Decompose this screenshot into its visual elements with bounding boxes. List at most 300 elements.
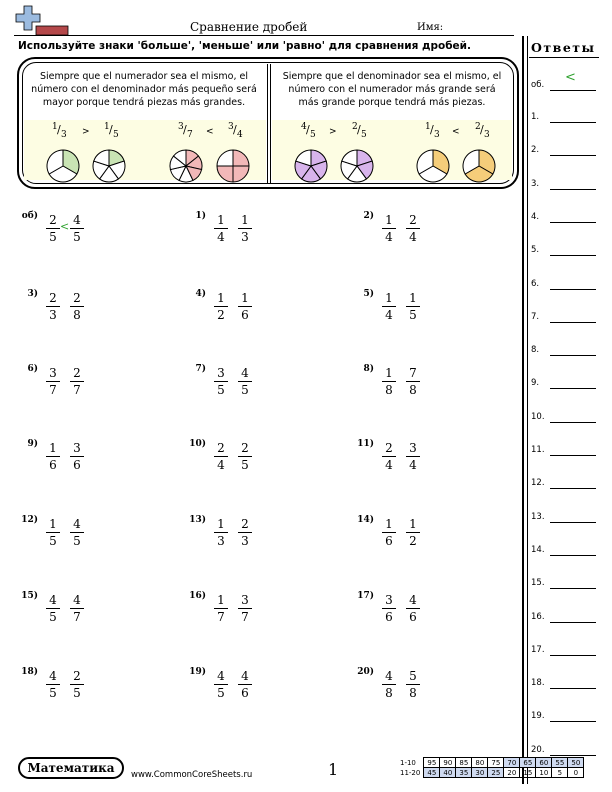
denominator: 7 [241,610,249,624]
numerator: 4 [73,593,81,607]
problem-label: об) [21,211,38,221]
answer-line[interactable] [550,322,596,323]
denominator: 5 [49,610,57,624]
numerator: 1 [409,517,417,531]
denominator: 6 [385,534,393,548]
score-cell: 0 [568,768,584,778]
denominator: 2 [409,534,417,548]
fraction-slash: / [109,123,113,136]
instructions: Используйте знаки 'больше', 'меньше' или 'равно' для сравнения дробей. [18,40,472,52]
numerator: 1 [385,291,393,305]
fraction-bar [238,306,252,307]
answer-label: 16. [531,611,545,622]
problem-fraction [405,441,421,472]
answer-line[interactable] [550,222,596,223]
fraction-slash: / [357,123,361,136]
problem-label: 14) [357,515,374,525]
denominator: 6 [49,458,57,472]
answer-label: 15. [531,578,545,589]
denominator: 6 [73,458,81,472]
problem-fraction [213,441,229,472]
problem-fraction [237,441,253,472]
denominator: 3 [61,130,67,140]
fraction-bar [406,456,420,457]
answer-label: 19. [531,711,545,722]
numerator: 2 [385,441,393,455]
problem-fraction [237,213,253,244]
denominator: 2 [217,308,225,322]
problem-fraction [213,517,229,548]
numerator: 2 [217,441,225,455]
answer-line[interactable] [550,355,596,356]
problem-fraction [69,593,85,624]
fraction-bar [214,228,228,229]
problem-label: 19) [189,667,206,677]
fraction-pie [170,150,202,182]
footer-url: www.CommonCoreSheets.ru [131,770,253,780]
score-cell: 80 [472,758,488,768]
problem-label: 12) [21,515,38,525]
fraction-bar [238,228,252,229]
answer-label: 7. [531,311,540,322]
pie-slice [233,166,249,182]
numerator: 1 [217,213,225,227]
problem-label: 6) [27,364,38,374]
answer-line[interactable] [550,488,596,489]
fraction-slash: / [480,123,484,136]
score-row-label: 1-10 [400,758,416,767]
fraction-bar [382,381,396,382]
denominator: 5 [49,534,57,548]
numerator: 1 [49,517,57,531]
answer-label: 18. [531,678,545,689]
score-cell: 65 [520,758,536,768]
answer-line[interactable] [550,155,596,156]
problem-fraction [381,517,397,548]
numerator: 1 [52,122,58,132]
fraction-bar [70,608,84,609]
denominator: 8 [409,686,417,700]
pie-slice [217,166,233,182]
numerator: 4 [73,517,81,531]
score-cell: 75 [488,758,504,768]
score-row [398,758,584,768]
answer-label: 4. [531,211,540,222]
denominator: 3 [241,230,249,244]
fraction-bar [70,456,84,457]
problem-label: 5) [363,289,374,299]
answer-label: 14. [531,544,545,555]
problem-fraction [69,517,85,548]
answer-line[interactable] [550,622,596,623]
answer-label: 1. [531,112,540,122]
fraction-bar [406,381,420,382]
problem-label: 4) [195,289,206,299]
denominator: 5 [113,130,119,140]
score-cell: 10 [536,768,552,778]
answer-line[interactable] [550,122,596,123]
fraction-pie [93,150,125,182]
answer-line[interactable] [550,255,596,256]
problem-fraction [237,366,253,397]
problem-label: 10) [189,439,206,449]
denominator: 5 [73,230,81,244]
denominator: 4 [385,230,393,244]
score-cell: 45 [424,768,440,778]
answer-label: 2. [531,145,540,156]
numerator: 1 [385,366,393,380]
answer-line[interactable] [550,522,596,523]
fraction-bar [46,381,60,382]
fraction-bar [238,608,252,609]
fraction-bar [46,456,60,457]
score-table [398,757,584,778]
denominator: 4 [217,458,225,472]
fraction-bar [406,532,420,533]
page-number: 1 [328,760,339,779]
score-cell: 60 [536,758,552,768]
numerator: 2 [241,517,249,531]
fraction-bar [46,608,60,609]
fraction-slash: / [430,123,434,136]
problem-fraction [381,593,397,624]
denominator: 4 [385,308,393,322]
fraction-bar [382,456,396,457]
problem-fraction [237,593,253,624]
problem-fraction [69,366,85,397]
problem-fraction [213,669,229,700]
numerator: 4 [241,366,249,380]
answer-example-value: < [565,70,576,85]
denominator: 7 [217,610,225,624]
fraction-slash: / [306,123,310,136]
numerator: 4 [301,122,307,132]
numerator: 1 [425,122,431,132]
answer-line[interactable] [550,422,596,423]
problem-fraction [405,517,421,548]
answer-label: 6. [531,278,540,289]
fraction-pie [463,150,495,182]
problem-fraction [45,593,61,624]
explanation-right-text: Siempre que el denominador sea el mismo, el número con el numerador más grande será más grande porque tendrá más piezas. [282,71,502,108]
fraction-pie [217,150,249,182]
numerator: 3 [73,441,81,455]
comparison-sign: < [452,127,460,137]
score-row [398,768,584,778]
numerator: 1 [385,213,393,227]
problem-label: 13) [189,515,206,525]
fraction-bar [70,532,84,533]
numerator: 3 [178,122,184,132]
answer-label: 9. [531,378,540,389]
answer-label: 11. [531,445,545,455]
denominator: 6 [241,308,249,322]
numerator: 3 [49,366,57,380]
denominator: 3 [484,130,490,140]
score-cell: 30 [472,768,488,778]
score-cell: 70 [504,758,520,768]
answers-title-underline [529,57,599,58]
fraction-bar [238,532,252,533]
numerator: 2 [49,213,57,227]
score-cell: 35 [456,768,472,778]
answer-line-example[interactable] [550,90,596,91]
fraction-bar [214,381,228,382]
problem-fraction [405,366,421,397]
answer-label: 10. [531,411,545,422]
problem-fraction [45,669,61,700]
denominator: 5 [49,230,57,244]
denominator: 5 [217,383,225,397]
numerator: 3 [228,122,234,132]
fraction-bar [46,306,60,307]
fraction-bar [214,456,228,457]
fraction-bar [214,608,228,609]
problem-fraction [381,213,397,244]
denominator: 8 [73,308,81,322]
footer-brand: Математика [18,757,124,779]
answer-line[interactable] [550,688,596,689]
problem-fraction [381,366,397,397]
score-cell: 5 [552,768,568,778]
numerator: 4 [385,669,393,683]
denominator: 7 [73,610,81,624]
answer-label: 17. [531,644,545,655]
denominator: 5 [73,686,81,700]
denominator: 7 [73,383,81,397]
numerator: 1 [217,291,225,305]
denominator: 3 [434,130,440,140]
numerator: 3 [217,366,225,380]
numerator: 1 [49,441,57,455]
numerator: 5 [409,669,417,683]
numerator: 2 [352,122,358,132]
problem-fraction [213,366,229,397]
problem-fraction [69,669,85,700]
problem-label: 18) [21,667,38,677]
problem-fraction [69,213,85,244]
name-label: Имя: [417,22,444,33]
numerator: 2 [241,441,249,455]
comparison-sign: < [206,127,214,137]
answer-line[interactable] [550,588,596,589]
numerator: 1 [241,291,249,305]
fraction-bar [382,532,396,533]
fraction-bar [238,381,252,382]
answer-label: 12. [531,478,545,489]
problem-label: 9) [27,439,38,449]
denominator: 5 [217,686,225,700]
denominator: 4 [217,230,225,244]
problem-fraction [45,213,61,244]
numerator: 1 [104,122,110,132]
problem-label: 16) [189,591,206,601]
problem-fraction [405,669,421,700]
numerator: 1 [241,213,249,227]
numerator: 2 [475,122,481,132]
fraction-bar [70,684,84,685]
denominator: 8 [385,383,393,397]
numerator: 1 [217,593,225,607]
denominator: 6 [385,610,393,624]
problem-fraction [213,593,229,624]
score-cell: 55 [552,758,568,768]
numerator: 2 [73,669,81,683]
problem-label: 1) [195,211,206,221]
numerator: 4 [217,669,225,683]
answer-label: 13. [531,511,545,522]
problem-label: 7) [195,364,206,374]
explanation-left-text: Siempre que el numerador sea el mismo, el número con el denominador más pequeño será mayor porque tendrá piezas más grandes. [31,71,257,108]
score-cell: 15 [520,768,536,778]
score-cell: 95 [424,758,440,768]
fraction-bar [214,306,228,307]
denominator: 4 [409,458,417,472]
numerator: 7 [409,366,417,380]
answer-line[interactable] [550,555,596,556]
problem-fraction [45,441,61,472]
denominator: 7 [49,383,57,397]
denominator: 5 [361,130,367,140]
denominator: 5 [241,383,249,397]
problem-fraction [45,366,61,397]
problem-label: 20) [357,667,374,677]
numerator: 1 [385,517,393,531]
score-cell: 25 [488,768,504,778]
problem-label: 11) [357,439,374,449]
fraction-slash: / [183,123,187,136]
fraction-bar [382,228,396,229]
numerator: 3 [385,593,393,607]
problem-label: 15) [21,591,38,601]
score-cell: 90 [440,758,456,768]
score-cell: 20 [504,768,520,778]
problem-fraction [405,291,421,322]
fraction-pie [341,150,373,182]
numerator: 3 [409,441,417,455]
problem-fraction [381,291,397,322]
fraction-bar [406,306,420,307]
problem-fraction [381,441,397,472]
answer-line[interactable] [550,655,596,656]
numerator: 3 [241,593,249,607]
fraction-bar [70,306,84,307]
page-title: Сравнение дробей [190,20,308,34]
numerator: 1 [409,291,417,305]
problem-fraction [237,669,253,700]
fraction-bar [406,228,420,229]
fraction-bar [406,608,420,609]
denominator: 5 [73,534,81,548]
problem-fraction [237,291,253,322]
denominator: 4 [409,230,417,244]
answer-line[interactable] [550,721,596,722]
denominator: 5 [241,458,249,472]
score-cell: 40 [440,768,456,778]
problem-fraction [213,291,229,322]
numerator: 2 [49,291,57,305]
score-cell: 50 [568,758,584,768]
answer-label: 5. [531,245,540,256]
numerator: 2 [73,366,81,380]
fraction-bar [46,532,60,533]
answers-title: Ответы [531,40,596,55]
comparison-sign: > [329,127,337,137]
problem-label: 2) [363,211,374,221]
denominator: 4 [237,130,243,140]
numerator: 4 [409,593,417,607]
problem-fraction [45,517,61,548]
answer-line[interactable] [550,455,596,456]
denominator: 8 [385,686,393,700]
answer-label: 20. [531,744,545,755]
example-answer-sign: < [60,220,70,233]
fraction-pie [417,150,449,182]
fraction-bar [214,684,228,685]
problem-fraction [381,669,397,700]
answer-label-example: об. [531,80,545,90]
numerator: 4 [49,669,57,683]
fraction-bar [46,228,60,229]
fraction-bar [238,456,252,457]
fraction-pie [295,150,327,182]
pie-slice [217,150,233,166]
problem-fraction [405,593,421,624]
denominator: 7 [187,130,193,140]
answer-line[interactable] [550,755,596,756]
fraction-bar [214,532,228,533]
fraction-bar [46,684,60,685]
problem-fraction [237,517,253,548]
problem-fraction [69,291,85,322]
numerator: 4 [241,669,249,683]
score-cell: 85 [456,758,472,768]
comparison-sign: > [82,127,90,137]
denominator: 6 [241,686,249,700]
score-row-label: 11-20 [400,768,421,777]
denominator: 5 [49,686,57,700]
problem-label: 17) [357,591,374,601]
numerator: 4 [73,213,81,227]
fraction-bar [406,684,420,685]
problem-label: 3) [27,289,38,299]
numerator: 4 [49,593,57,607]
answer-line[interactable] [550,189,596,190]
denominator: 5 [310,130,316,140]
fraction-bar [70,381,84,382]
fraction-bar [70,228,84,229]
problem-fraction [213,213,229,244]
fraction-slash: / [57,123,61,136]
denominator: 6 [409,610,417,624]
problem-fraction [69,441,85,472]
fraction-bar [382,684,396,685]
problem-fraction [45,291,61,322]
numerator: 1 [217,517,225,531]
answer-line[interactable] [550,388,596,389]
pie-slice [233,150,249,166]
answer-label: 8. [531,345,540,356]
fraction-slash: / [233,123,237,136]
problem-fraction [405,213,421,244]
fraction-pie [47,150,79,182]
answer-line[interactable] [550,289,596,290]
fraction-bar [238,684,252,685]
answer-label: 3. [531,178,540,189]
problem-label: 8) [363,364,374,374]
fraction-bar [382,306,396,307]
denominator: 5 [409,308,417,322]
